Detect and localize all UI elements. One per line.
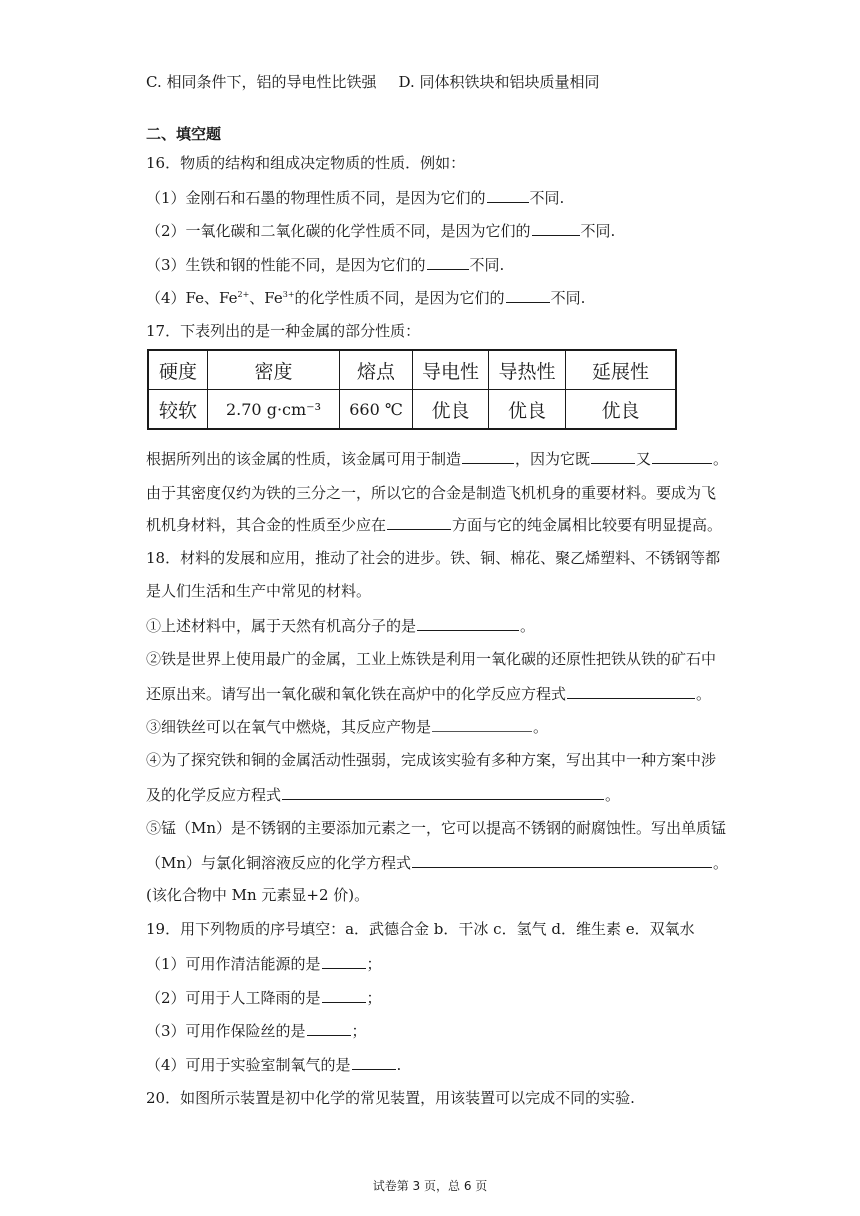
table-cell: 优良 [413, 390, 489, 430]
metal-properties-table [147, 349, 677, 430]
q17-text: 。 [713, 450, 729, 468]
answer-blank[interactable] [506, 287, 550, 303]
q18-text: 。 [520, 617, 536, 635]
q18-item5-line2 [146, 852, 728, 873]
q16-part4 [146, 287, 585, 308]
q16-part2 [146, 220, 615, 241]
table-row [148, 390, 676, 430]
q16-part3-text: （3）生铁和钢的性能不同，是因为它们的 [146, 256, 426, 274]
q19-stem: 19．用下列物质的序号填空：a．武德合金 b．干冰 c．氢气 d．维生素 e．双氧水 [146, 920, 695, 938]
section-title: 二、填空题 [146, 125, 222, 143]
answer-blank[interactable] [322, 987, 366, 1003]
q18-item3 [146, 716, 548, 737]
q17-stem: 17．下表列出的是一种金属的部分性质： [146, 322, 421, 340]
q16-part1-text: （1）金刚石和石墨的物理性质不同，是因为它们的 [146, 189, 486, 207]
table-cell: 优良 [489, 390, 566, 430]
q18-item4-line1: ④为了探究铁和铜的金属活动性强弱，完成该实验有多种方案，写出其中一种方案中涉 [146, 751, 717, 769]
table-cell: 660 ℃ [340, 390, 413, 430]
q18-item2-line2 [146, 683, 711, 704]
q18-text: （Mn）与氯化铜溶液反应的化学方程式 [146, 854, 412, 872]
q19-text: ； [366, 955, 382, 973]
q18-item4-line2 [146, 784, 620, 805]
q19-text: （1）可用作清洁能源的是 [146, 955, 321, 973]
answer-blank[interactable] [487, 187, 529, 203]
table-cell: 较软 [148, 390, 208, 430]
answer-blank[interactable] [307, 1020, 351, 1036]
q18-text: 。 [605, 786, 621, 804]
table-header-cell: 延展性 [566, 350, 677, 390]
table-header-cell: 硬度 [148, 350, 208, 390]
q18-item5-line1: ⑤锰（Mn）是不锈钢的主要添加元素之一，它可以提高不锈钢的耐腐蚀性。写出单质锰 [146, 819, 727, 837]
q16-part2-text: （2）一氧化碳和二氧化碳的化学性质不同，是因为它们的 [146, 222, 531, 240]
q19-text: （4）可用于实验室制氧气的是 [146, 1056, 351, 1074]
q18-text: 。 [533, 718, 549, 736]
q18-stem-1: 18．材料的发展和应用，推动了社会的进步。铁、铜、棉花、聚乙烯塑料、不锈钢等都 [146, 549, 721, 567]
q16-part1 [146, 187, 564, 208]
answer-blank[interactable] [432, 716, 532, 732]
table-cell: 2.70 g·cm⁻³ [208, 390, 340, 430]
answer-blank[interactable] [352, 1054, 396, 1070]
q18-text: 及的化学反应方程式 [146, 786, 282, 804]
answer-blank[interactable] [591, 448, 635, 464]
option-d: D. 同体积铁块和铝块质量相同 [398, 73, 600, 91]
q20-stem: 20．如图所示装置是初中化学的常见装置，用该装置可以完成不同的实验. [146, 1089, 635, 1107]
q18-item2-line1: ②铁是世界上使用最广的金属，工业上炼铁是利用一氧化碳的还原性把铁从铁的矿石中 [146, 650, 717, 668]
q19-part1 [146, 953, 382, 974]
q19-text: . [396, 1056, 402, 1074]
q17-text: 机机身材料，其合金的性质至少应在 [146, 516, 387, 534]
q16-part4-text2: 的化学性质不同，是因为它们的 [294, 289, 505, 307]
answer-blank[interactable] [387, 514, 451, 530]
table-header-cell: 导热性 [489, 350, 566, 390]
answer-blank[interactable] [532, 220, 580, 236]
q18-item1 [146, 615, 535, 636]
q16-part4-end: 不同. [550, 289, 586, 307]
answer-blank[interactable] [412, 852, 712, 868]
q19-text: （3）可用作保险丝的是 [146, 1022, 306, 1040]
q17-text: 又 [636, 450, 652, 468]
q17-text: 方面与它的纯金属相比较要有明显提高。 [452, 516, 723, 534]
q19-text: （2）可用于人工降雨的是 [146, 989, 321, 1007]
q18-text: 。 [713, 854, 729, 872]
q16-stem: 16．物质的结构和组成决定物质的性质．例如： [146, 154, 466, 172]
answer-blank[interactable] [282, 784, 604, 800]
q19-part4 [146, 1054, 401, 1075]
table-cell: 优良 [566, 390, 677, 430]
q16-part1-end: 不同. [529, 189, 565, 207]
table-header-row [148, 350, 676, 390]
page-footer: 试卷第 3 页，总 6 页 [372, 1179, 488, 1193]
answer-blank[interactable] [417, 615, 519, 631]
q18-text: ③细铁丝可以在氧气中燃烧，其反应产物是 [146, 718, 432, 736]
q16-part3 [146, 254, 504, 275]
q16-part4-text: （4）Fe、Fe [146, 289, 238, 307]
answer-blank[interactable] [427, 254, 469, 270]
table-header-cell: 导电性 [413, 350, 489, 390]
q17-line3 [146, 514, 722, 535]
q18-item5-note: (该化合物中 Mn 元素显+2 价)。 [146, 886, 370, 904]
q18-text: 。 [696, 685, 712, 703]
option-c: C. 相同条件下，铝的导电性比铁强 [146, 73, 377, 91]
q19-part2 [146, 987, 382, 1008]
q17-text: 根据所列出的该金属的性质，该金属可用于制造 [146, 450, 462, 468]
q19-text: ； [351, 1022, 367, 1040]
q17-line1 [146, 448, 728, 469]
q19-text: ； [366, 989, 382, 1007]
q16-part2-end: 不同. [580, 222, 616, 240]
answer-blank[interactable] [567, 683, 695, 699]
ion-charge: 2+ [237, 290, 250, 299]
q17-line2: 由于其密度仅约为铁的三分之一，所以它的合金是制造飞机机身的重要材料。要成为飞 [146, 484, 717, 502]
answer-blank[interactable] [462, 448, 514, 464]
table-header-cell: 密度 [208, 350, 340, 390]
q18-stem-2: 是人们生活和生产中常见的材料。 [146, 582, 372, 600]
q19-part3 [146, 1020, 367, 1041]
option-c-d [146, 72, 600, 92]
q16-part3-end: 不同. [469, 256, 505, 274]
answer-blank[interactable] [652, 448, 712, 464]
table-header-cell: 熔点 [340, 350, 413, 390]
q16-part4-mid: 、Fe [249, 289, 283, 307]
answer-blank[interactable] [322, 953, 366, 969]
ion-charge: 3+ [282, 290, 295, 299]
q17-text: ，因为它既 [515, 450, 591, 468]
q18-text: ①上述材料中，属于天然有机高分子的是 [146, 617, 417, 635]
q18-text: 还原出来。请写出一氧化碳和氧化铁在高炉中的化学反应方程式 [146, 685, 567, 703]
